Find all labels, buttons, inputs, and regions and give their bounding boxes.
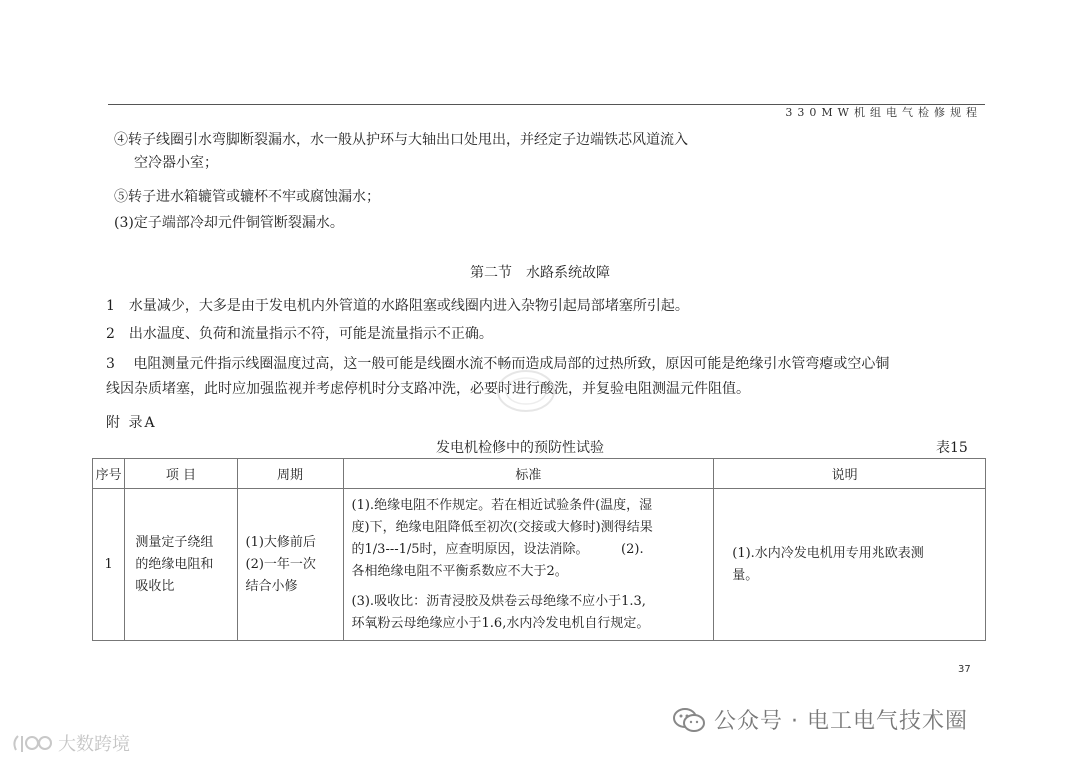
paragraph-water-box: ⑤转子进水箱辘管或辘杯不牢或腐蚀漏水； <box>114 189 380 205</box>
cell-note-line: (1).水内冷发电机用专用兆欧表测 <box>732 545 924 561</box>
standard-line: (1).绝缘电阻不作规定。若在相近试验条件(温度，湿 <box>351 497 653 513</box>
table-row <box>93 489 986 641</box>
cell-item-line: 的绝缘电阻和 <box>135 556 214 572</box>
cell-note-line: 量。 <box>732 567 759 583</box>
cell-cycle-line: (2)一年一次 <box>245 556 316 572</box>
fault-item-3: 3 电阻测量元件指示线圈温度过高，这一般可能是线圈水流不畅而造成局部的过热所致，原因可能是绝缘引水管弯瘪或空心铜 <box>106 356 890 372</box>
cell-item-line: 测量定子绕组 <box>135 534 214 550</box>
cell-cycle-line: (1)大修前后 <box>245 534 316 550</box>
col-header-standard: 标准 <box>343 459 714 489</box>
col-header-cycle: 周期 <box>237 459 343 489</box>
col-header-note: 说明 <box>714 459 986 489</box>
cell-cycle-line: 结合小修 <box>245 578 298 594</box>
standard-line: 度)下，绝缘电阻降低至初次(交接或大修时)测得结果 <box>351 519 653 535</box>
paragraph-rotor-leak: ④转子线圈引水弯脚断裂漏水，水一般从护环与大轴出口处甩出，并经定子边端铁芯风道流入 <box>114 132 688 148</box>
col-header-no: 序号 <box>93 459 125 489</box>
standard-line: 的1/3---1/5时，应查明原因，设法消除。 (2). <box>351 541 644 557</box>
preventive-test-table <box>92 458 986 641</box>
running-header: 330MW机组电气检修规程 <box>785 106 982 119</box>
table-title: 发电机检修中的预防性试验 <box>436 440 604 456</box>
page-number: 37 <box>958 664 971 675</box>
cell-item-line: 吸收比 <box>135 578 175 594</box>
watermark-wechat <box>672 704 968 735</box>
standard-line: 环氧粉云母绝缘应小于1.6,水内冷发电机自行规定。 <box>351 615 650 631</box>
standard-line: 各相绝缘电阻不平衡系数应不大于2。 <box>351 563 568 579</box>
wechat-icon <box>672 706 706 734</box>
paragraph-rotor-leak-cont: 空冷器小室； <box>134 155 218 171</box>
table-number: 表15 <box>936 440 968 456</box>
paragraph-stator-end: (3)定子端部冷却元件铜管断裂漏水。 <box>114 215 344 231</box>
col-header-item: 项 目 <box>125 459 237 489</box>
section-title: 第二节 水路系统故障 <box>470 265 610 281</box>
table-header-row <box>93 459 986 489</box>
appendix-label: 附 录A <box>106 415 157 431</box>
cell-note <box>714 489 986 641</box>
fault-item-1: 1 水量减少，大多是由于发电机内外管道的水路阻塞或线圈内进入杂物引起局部堵塞所引起。 <box>106 298 689 314</box>
brand-logo-icon <box>10 730 54 756</box>
watermark-brand <box>10 730 130 756</box>
fault-item-3-cont: 线因杂质堵塞，此时应加强监视并考虑停机时分支路冲洗，必要时进行酸洗，并复验电阻测温元件阻值。 <box>106 381 750 397</box>
fault-item-2: 2 出水温度、负荷和流量指示不符，可能是流量指示不正确。 <box>106 326 493 342</box>
cell-standard <box>343 489 714 641</box>
watermark-left-text: 大数跨境 <box>58 734 130 755</box>
seal-stamp-icon <box>494 365 558 417</box>
cell-cycle <box>237 489 343 641</box>
cell-no: 1 <box>93 489 125 641</box>
cell-item <box>125 489 237 641</box>
watermark-right-text: 公众号 · 电工电气技术圈 <box>714 709 968 734</box>
standard-line: (3).吸收比：沥青浸胶及烘卷云母绝缘不应小于1.3, <box>351 593 646 609</box>
